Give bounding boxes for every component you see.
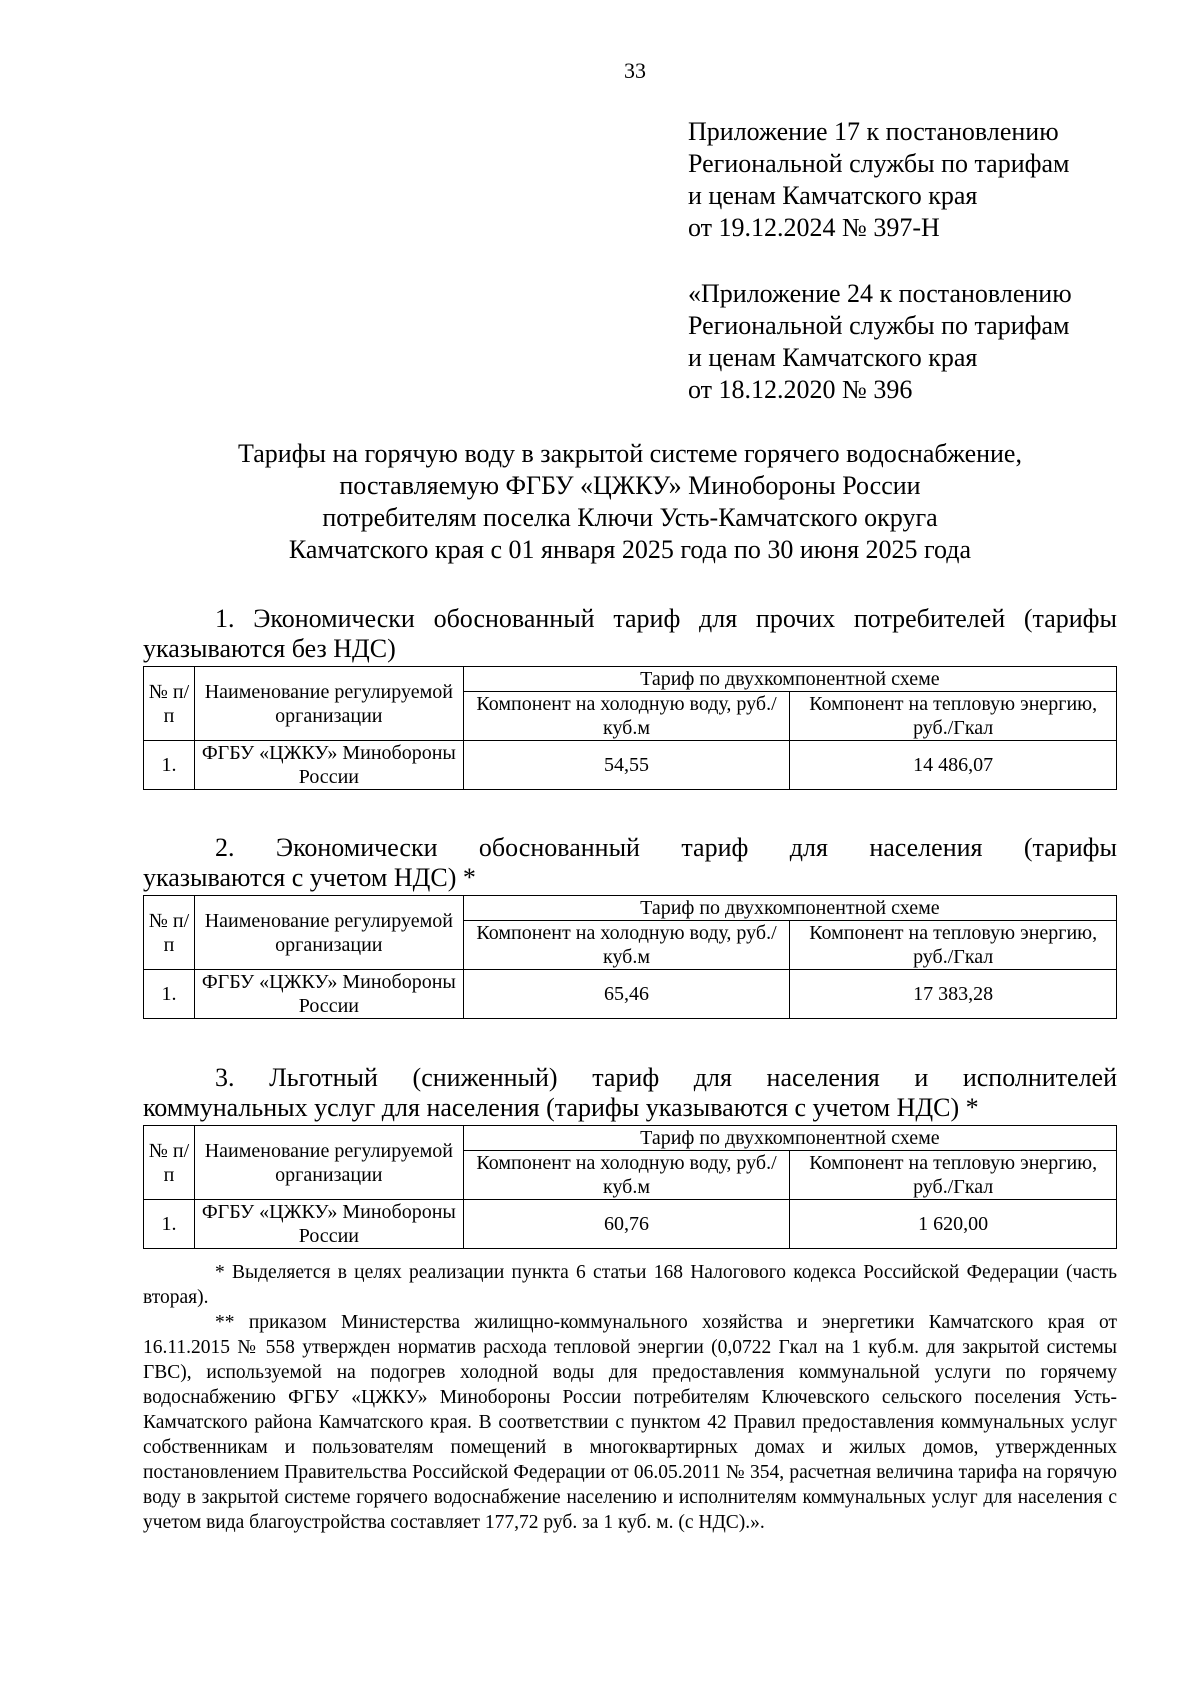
table-header-row bbox=[144, 896, 1117, 921]
title-line: поставляемую ФГБУ «ЦЖКУ» Минобороны России bbox=[339, 471, 921, 500]
footnote-norm: ** приказом Министерства жилищно-коммунального хозяйства и энергетики Камчатского края от 16.11.2015 № 558 утвержден норматив расхода тепловой энергии (0,0722 Гкал на 1 куб.м. для закрытой системы ГВС), используемой на подогрев холодной воды для предоставления коммунальной услуги по горячему водоснабжению ФГБУ «ЦЖКУ» Минобороны России потребителям Ключевского сельского поселения Усть-Камчатского района Камчатского края. В соответствии с пунктом 42 Правил предоставления коммунальных услуг собственникам и пользователям помещений в многоквартирных домах и жилых домов, утвержденных постановлением Правительства Российской Федерации от 06.05.2011 № 354, расчетная величина тарифа на горячую воду в закрытой системе горячего водоснабжение населению и исполнителям коммунальных услуг для населения с учетом вида благоустройства составляет 177,72 руб. за 1 куб. м. (с НДС).». bbox=[143, 1312, 1117, 1533]
section-2 bbox=[143, 833, 1117, 1019]
section-heading-line: указываются без НДС) bbox=[143, 634, 396, 663]
title-line: Тарифы на горячую воду в закрытой системе горячего водоснабжение, bbox=[238, 439, 1022, 468]
cell-heat: 14 486,07 bbox=[790, 741, 1117, 790]
cell-num: 1. bbox=[144, 741, 195, 790]
section-heading-line: 3. Льготный (сниженный) тариф для населения и исполнителей bbox=[215, 1063, 1117, 1092]
header-org: Наименование регулируемой организации bbox=[194, 1126, 463, 1200]
section-heading-line: 1. Экономически обоснованный тариф для прочих потребителей (тарифы bbox=[215, 604, 1117, 633]
annex-header-line: и ценам Камчатского края bbox=[688, 181, 978, 210]
section-heading-line: 2. Экономически обоснованный тариф для населения (тарифы bbox=[215, 833, 1117, 862]
header-num: № п/п bbox=[144, 1126, 195, 1200]
header-num: № п/п bbox=[144, 896, 195, 970]
page-number: 33 bbox=[624, 58, 646, 83]
annex-header-line: от 19.12.2024 № 397-Н bbox=[688, 213, 940, 242]
section-1 bbox=[143, 604, 1117, 790]
table-header-row bbox=[144, 1126, 1117, 1151]
cell-cold: 60,76 bbox=[463, 1200, 790, 1249]
section-heading bbox=[143, 1063, 1117, 1123]
header-org: Наименование регулируемой организации bbox=[194, 896, 463, 970]
header-heat: Компонент на тепловую энергию, руб./Гкал bbox=[790, 1151, 1117, 1200]
header-heat: Компонент на тепловую энергию, руб./Гкал bbox=[790, 692, 1117, 741]
annex-quoted-line: и ценам Камчатского края bbox=[688, 343, 978, 372]
tariff-table bbox=[143, 895, 1117, 1019]
section-heading-line: коммунальных услуг для населения (тарифы указываются с учетом НДС) * bbox=[143, 1093, 979, 1122]
annex-header bbox=[688, 116, 1069, 244]
table-row bbox=[144, 1200, 1117, 1249]
cell-num: 1. bbox=[144, 970, 195, 1019]
section-heading bbox=[143, 833, 1117, 893]
annex-quoted-line: от 18.12.2020 № 396 bbox=[688, 375, 913, 404]
tariff-table bbox=[143, 666, 1117, 790]
cell-heat: 17 383,28 bbox=[790, 970, 1117, 1019]
header-num: № п/п bbox=[144, 667, 195, 741]
title-line: Камчатского края с 01 января 2025 года по 30 июня 2025 года bbox=[288, 535, 972, 564]
cell-heat: 1 620,00 bbox=[790, 1200, 1117, 1249]
annex-header-line: Приложение 17 к постановлению bbox=[688, 117, 1059, 146]
header-cold: Компонент на холодную воду, руб./куб.м bbox=[463, 1151, 790, 1200]
footnote-vat: * Выделяется в целях реализации пункта 6 статьи 168 Налогового кодекса Российской Федерации (часть вторая). bbox=[143, 1262, 1117, 1308]
title-line: потребителям поселка Ключи Усть-Камчатского округа bbox=[322, 503, 938, 532]
table-row bbox=[144, 970, 1117, 1019]
section-3 bbox=[143, 1063, 1117, 1249]
cell-org: ФГБУ «ЦЖКУ» Минобороны России bbox=[194, 970, 463, 1019]
annex-quoted-line: Региональной службы по тарифам bbox=[688, 311, 1070, 340]
annex-quoted bbox=[688, 278, 1072, 406]
document-title bbox=[143, 438, 1117, 566]
header-scheme: Тариф по двухкомпонентной схеме bbox=[463, 896, 1116, 921]
table-header-row bbox=[144, 667, 1117, 692]
header-heat: Компонент на тепловую энергию, руб./Гкал bbox=[790, 921, 1117, 970]
footnotes bbox=[143, 1260, 1117, 1535]
cell-cold: 54,55 bbox=[463, 741, 790, 790]
cell-num: 1. bbox=[144, 1200, 195, 1249]
header-cold: Компонент на холодную воду, руб./куб.м bbox=[463, 921, 790, 970]
header-scheme: Тариф по двухкомпонентной схеме bbox=[463, 1126, 1116, 1151]
cell-cold: 65,46 bbox=[463, 970, 790, 1019]
header-scheme: Тариф по двухкомпонентной схеме bbox=[463, 667, 1116, 692]
header-cold: Компонент на холодную воду, руб./куб.м bbox=[463, 692, 790, 741]
cell-org: ФГБУ «ЦЖКУ» Минобороны России bbox=[194, 741, 463, 790]
annex-header-line: Региональной службы по тарифам bbox=[688, 149, 1070, 178]
section-heading bbox=[143, 604, 1117, 664]
table-row bbox=[144, 741, 1117, 790]
section-heading-line: указываются с учетом НДС) * bbox=[143, 863, 476, 892]
tariff-table bbox=[143, 1125, 1117, 1249]
header-org: Наименование регулируемой организации bbox=[194, 667, 463, 741]
annex-quoted-line: «Приложение 24 к постановлению bbox=[688, 279, 1072, 308]
cell-org: ФГБУ «ЦЖКУ» Минобороны России bbox=[194, 1200, 463, 1249]
